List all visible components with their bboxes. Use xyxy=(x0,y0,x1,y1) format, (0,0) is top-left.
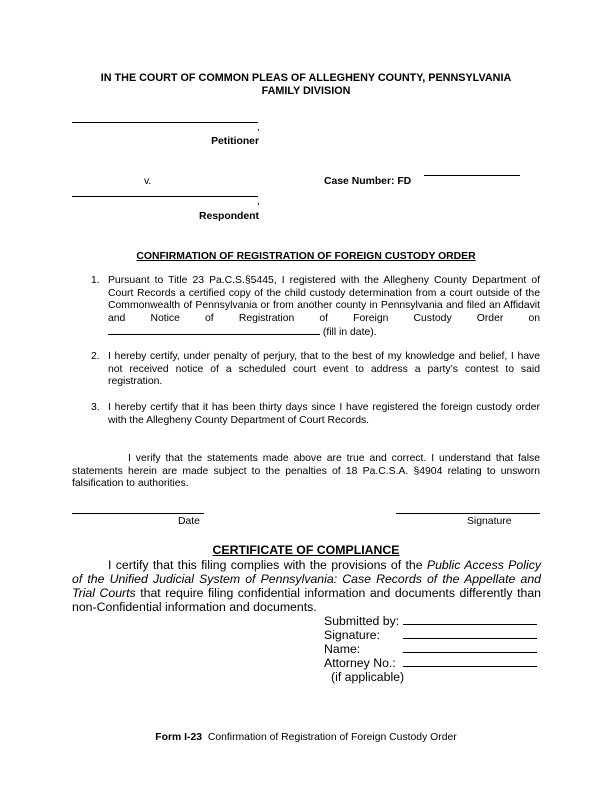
petitioner-comma: , xyxy=(257,122,260,133)
signature-field-label: Signature: xyxy=(324,628,381,642)
form-title: CONFIRMATION OF REGISTRATION OF FOREIGN CUSTODY ORDER xyxy=(136,251,476,262)
submitted-by-label: Submitted by: xyxy=(324,614,400,628)
item-text-1 xyxy=(108,275,540,340)
certificate-text-after: that require filing confidential information and documents differently than non-Confidential information and documents. xyxy=(72,586,541,614)
certificate-policy-name: Public Access Policy of the Unified Judicial System of Pennsylvania: Case Records of the Appellate and Trial Courts xyxy=(72,558,541,600)
item-text-3: I hereby certify that it has been thirty days since I have registered the foreign custody order with the Allegheny County Department of Court Records. xyxy=(108,402,540,426)
signature-field-line[interactable] xyxy=(403,638,537,639)
respondent-comma: , xyxy=(257,196,260,207)
item-number-3: 3. xyxy=(91,402,100,413)
certificate-heading: CERTIFICATE OF COMPLIANCE xyxy=(212,543,400,557)
item-number-1: 1. xyxy=(91,275,100,286)
petitioner-label: Petitioner xyxy=(211,136,259,147)
attorney-number-label: Attorney No.: xyxy=(324,656,396,670)
case-number-line[interactable] xyxy=(424,175,520,176)
registration-date-line[interactable] xyxy=(108,325,320,335)
certificate-text xyxy=(72,558,541,614)
name-field-label: Name: xyxy=(324,642,361,656)
item-1-fill-suffix: (fill in date). xyxy=(322,327,377,339)
case-number-label: Case Number: FD xyxy=(324,176,412,187)
attorney-number-line[interactable] xyxy=(403,666,537,667)
certificate-text-before: I certify that this filing complies with the provisions of the xyxy=(108,558,427,572)
court-heading xyxy=(60,72,552,98)
date-label: Date xyxy=(178,516,200,527)
item-number-2: 2. xyxy=(91,351,100,362)
footer xyxy=(60,731,552,744)
division-line: FAMILY DIVISION xyxy=(261,85,351,97)
court-line: IN THE COURT OF COMMON PLEAS OF ALLEGHENY COUNTY, PENNSYLVANIA xyxy=(100,72,512,84)
date-line[interactable] xyxy=(72,513,204,514)
signature-label: Signature xyxy=(467,516,512,527)
submitted-by-line[interactable] xyxy=(403,624,537,625)
item-text-2: I hereby certify, under penalty of perjury, that to the best of my knowledge and belief, I have not received notice of a scheduled court event to address a party’s contest to said registration. xyxy=(108,351,540,388)
item-1-body: Pursuant to Title 23 Pa.C.S.§5445, I registered with the Allegheny County Department of Court Records a certified copy of the child custody determination from a court outside of the Commonwealth of Pennsylvania or from another county in Pennsylvania and filed an Affidavit and Notice of Registration of Foreign Custody Order on xyxy=(108,275,540,324)
name-field-line[interactable] xyxy=(403,652,537,653)
verification-statement: I verify that the statements made above are true and correct. I understand that false statements herein are made subject to the penalties of 18 Pa.C.S.A. §4904 relating to unsworn falsification to authorities. xyxy=(72,453,540,490)
versus-label: v. xyxy=(144,176,152,187)
petitioner-name-line[interactable] xyxy=(72,122,258,123)
respondent-label: Respondent xyxy=(198,211,259,222)
if-applicable-note: (if applicable) xyxy=(331,670,405,684)
respondent-name-line[interactable] xyxy=(72,196,258,197)
footer-form-name: Confirmation of Registration of Foreign Custody Order xyxy=(207,732,457,743)
footer-form-id: Form I-23 xyxy=(155,732,203,743)
signature-line[interactable] xyxy=(396,513,540,514)
